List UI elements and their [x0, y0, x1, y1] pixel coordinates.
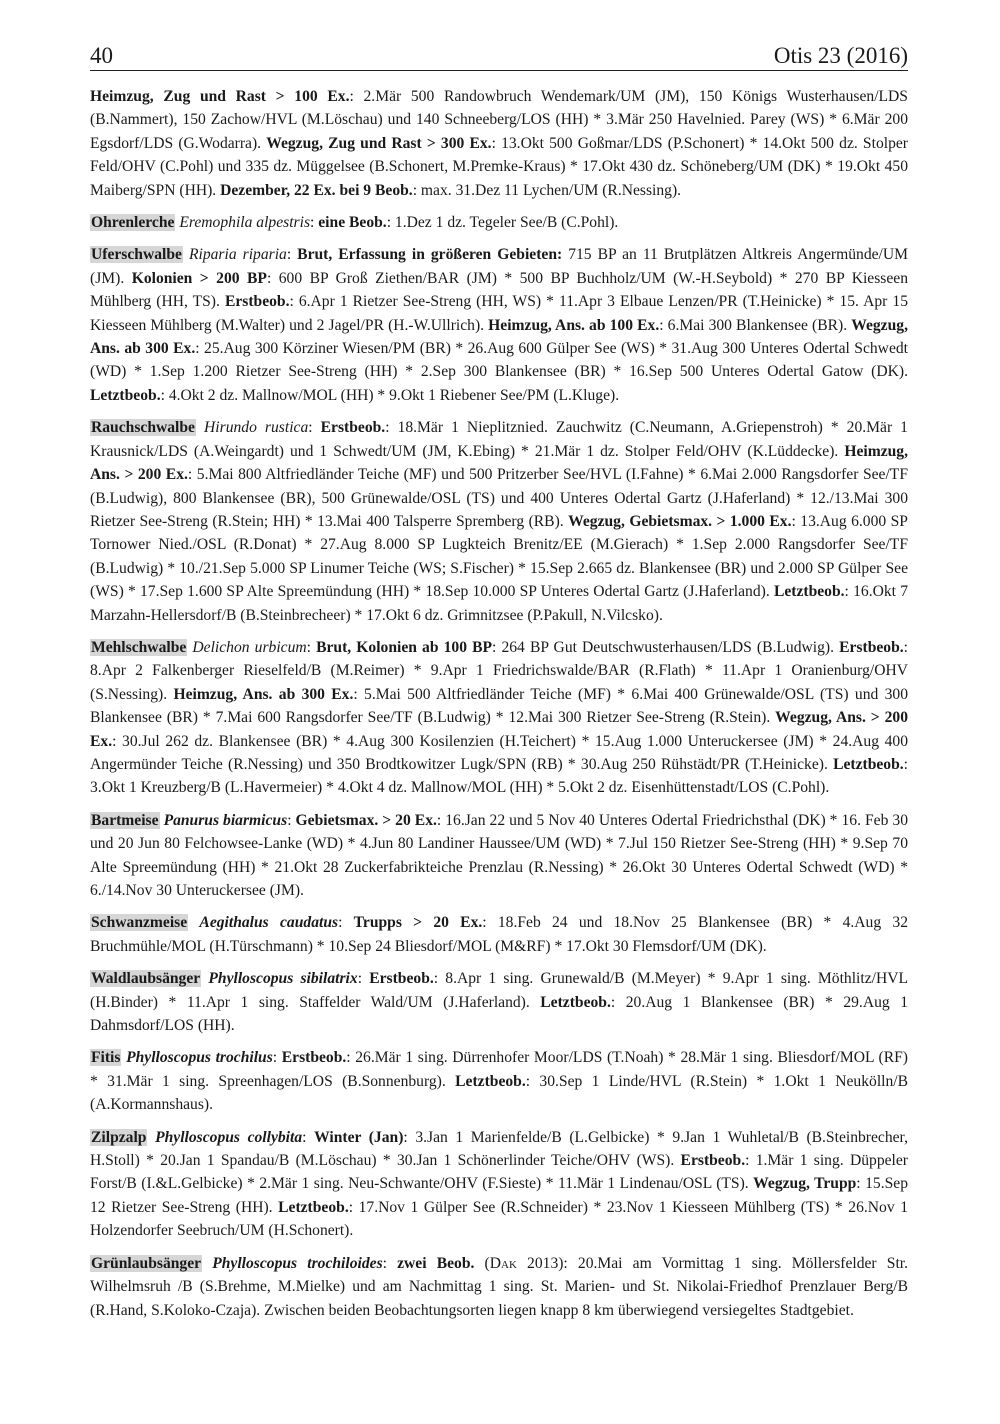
species-name: Ohrenlerche — [91, 214, 175, 232]
journal-title: Otis 23 (2016) — [773, 43, 908, 68]
observation-text: Dak — [489, 1254, 517, 1272]
observation-text: ( — [474, 1254, 490, 1272]
species-name: Bartmeise — [91, 811, 159, 829]
scientific-name: Hirundo rustica — [204, 419, 309, 437]
section-label: Letztbeob. — [833, 755, 904, 773]
section-label: Heimzug, Ans. > 200 Ex. — [90, 442, 908, 484]
observation-text: : — [287, 811, 296, 829]
scientific-name: Phylloscopus collybita — [155, 1128, 303, 1146]
page-header — [90, 38, 908, 71]
species-entry — [90, 243, 908, 407]
observation-text: : — [302, 1128, 315, 1146]
observation-text: : 264 BP Gut Deutschwusterhausen/LDS (B.Ludwig). — [492, 638, 840, 656]
scientific-name: Aegithalus caudatus — [199, 914, 339, 932]
observation-text: : 8.Apr 1 sing. Grunewald/B (M.Meyer) * 9.Apr 1 sing. Möthlitz/HVL (H.Binder) * 11.Apr 1 sing. Staffelder Wald/UM (J.Haferland). — [90, 970, 909, 1011]
species-entry — [90, 809, 908, 903]
section-label: Trupps > 20 Ex. — [353, 914, 483, 932]
observation-text: : 13.Aug 6.000 SP Tornower Nied./OSL (R.Donat) * 27.Aug 8.000 SP Lugkteich Brenitz/EE (M.Gierach) * 1.Sep 2.000 Rangsdorfer See/TF (B.Ludwig) * 10./21.Sep 5.000 SP Linumer Teiche (WS; S.Fischer) * 15.Sep 2.665 dz. Blankensee (BR) und 2.000 SP Gülper See (WS) * 17.Sep 1.600 SP Alte Spreemündung (HH) * 18.Sep 10.000 SP Unteres Odertal Gartz (J.Haferland). — [90, 512, 908, 601]
observation-text: : 15.Sep 12 Rietzer See-Streng (HH). — [90, 1175, 908, 1216]
species-entry — [90, 416, 908, 627]
observation-text: : 6.Mai 300 Blankensee (BR). — [659, 316, 852, 334]
section-label: Wegzug, Ans. > 200 Ex. — [90, 709, 908, 750]
section-label: Kolonien > 200 BP — [131, 269, 267, 287]
section-label: Erstbeob. — [224, 293, 290, 311]
species-entry — [90, 85, 908, 202]
section-label: Erstbeob. — [281, 1049, 347, 1067]
observation-text: : — [338, 914, 354, 932]
species-name: Fitis — [91, 1049, 121, 1067]
species-name: Schwanzmeise — [91, 914, 188, 932]
section-label: Wegzug, Gebietsmax. > 1.000 Ex. — [568, 512, 792, 530]
section-label: Brut, Kolonien ab 100 BP — [316, 638, 493, 656]
species-entries — [90, 85, 908, 1322]
section-label: Heimzug, Ans. ab 300 Ex. — [173, 685, 354, 703]
section-label: Letztbeob. — [773, 583, 845, 601]
section-label: Erstbeob. — [680, 1152, 746, 1170]
observation-text: : 30.Jul 262 dz. Blankensee (BR) * 4.Aug 300 Kosilenzien (H.Teichert) * 15.Aug 1.000 Unteruckersee (JM) * 24.Aug 400 Angermünder Teiche (R.Nessing) und 350 Brodtkowitzer Lugk/SPN (RB) * 30.Aug 250 Rühstädt/PR (T.Heinicke). — [90, 732, 908, 773]
observation-text: : — [357, 970, 370, 988]
observation-text: : — [382, 1254, 398, 1272]
section-label: Wegzug, Ans. ab 300 Ex. — [90, 316, 908, 358]
section-label: Heimzug, Ans. ab 100 Ex. — [488, 316, 660, 334]
observation-text: : 8.Apr 2 Falkenberger Rieselfeld/B (M.Reimer) * 9.Apr 1 Friedrichswalde/BAR (R.Flath) * 11.Apr 1 Oranienburg/OHV (S.Nessing). — [90, 638, 908, 703]
species-name: Zilpzalp — [91, 1128, 147, 1146]
observation-text: : 3.Okt 1 Kreuzberg/B (L.Havermeier) * 4.Okt 4 dz. Mallnow/MOL (HH) * 5.Okt 2 dz. Eisenhüttenstadt/LOS (C.Pohl). — [90, 755, 908, 797]
section-label: zwei Beob. — [397, 1254, 475, 1272]
species-entry — [90, 1046, 908, 1116]
species-entry — [90, 1252, 908, 1322]
section-label: eine Beob. — [318, 214, 387, 232]
section-label: Letztbeob. — [455, 1072, 526, 1090]
observation-text: : 30.Sep 1 Linde/HVL (R.Stein) * 1.Okt 1 Neukölln/B (A.Kormannshaus). — [90, 1072, 909, 1114]
section-label: Wegzug, Trupp — [753, 1175, 857, 1193]
observation-text: : 1.Dez 1 dz. Tegeler See/B (C.Pohl). — [386, 214, 619, 232]
observation-text: : 13.Okt 500 Goßmar/LDS (P.Schonert) * 14.Okt 500 dz. Stolper Feld/OHV (C.Pohl) und 335 dz. Müggelsee (B.Schonert, M.Premke-Kraus) * 17.Okt 430 dz. Schöneberg/UM (DK) * 19.Okt 450 Maiberg/SPN (HH). — [90, 134, 908, 199]
observation-text: : 2.Mär 500 Randowbruch Wendemark/UM (JM), 150 Königs Wusterhausen/LDS (B.Nammert), 150 Zachow/HVL (M.Löschau) und 140 Schneeberg/LOS (HH) * 3.Mär 250 Havelnied. Parey (WS) * 6.Mär 200 Egsdorf/LDS (G.Wodarra). — [90, 88, 908, 152]
observation-text: : 5.Mai 500 Altfriedländer Teiche (MF) * 6.Mai 400 Grünewalde/OSL (TS) und 300 Blankensee (BR) * 7.Mai 600 Rangsdorfer See/TF (B.Ludwig) * 12.Mai 300 Rietzer See-Streng (R.Stein). — [90, 685, 908, 727]
scientific-name: Phylloscopus trochilus — [126, 1049, 273, 1067]
observation-text: : — [272, 1049, 282, 1067]
observation-text: : — [310, 214, 319, 232]
observation-text: : 26.Mär 1 sing. Dürrenhofer Moor/LDS (T.Noah) * 28.Mär 1 sing. Bliesdorf/MOL (RF) * 31.Mär 1 sing. Spreenhagen/LOS (B.Sonnenburg). — [90, 1049, 908, 1090]
observation-text: : 18.Mär 1 Nieplitznied. Zauchwitz (C.Neumann, A.Griepenstroh) * 20.Mär 1 Krausnick/LDS (A.Weingardt) und 1 Schwedt/UM (JM, K.Ebing) * 21.Mär 1 dz. Stolper Feld/OHV (K.Lüddecke). — [90, 419, 908, 460]
observation-text: : 17.Nov 1 Gülper See (R.Schneider) * 23.Nov 1 Kiesseen Mühlberg (TS) * 26.Nov 1 Holzendorfer Seebruch/UM (H.Schonert). — [90, 1198, 908, 1240]
species-name: Grünlaubsänger — [91, 1254, 202, 1272]
species-name: Uferschwalbe — [91, 246, 182, 264]
page-number: 40 — [90, 43, 113, 68]
species-entry — [90, 636, 908, 800]
section-label: Brut, Erfassung in größeren Gebieten: — [297, 246, 563, 264]
species-entry — [90, 1126, 908, 1243]
scientific-name: Delichon urbicum — [192, 638, 307, 656]
observation-text: : 6.Apr 1 Rietzer See-Streng (HH, WS) * 11.Apr 3 Elbaue Lenzen/PR (T.Heinicke) * 15. Apr 15 Kiesseen Mühlberg (M.Walter) und 2 Jagel/PR (H.-W.Ullrich). — [90, 293, 908, 334]
section-label: Erstbeob. — [369, 970, 434, 988]
section-label: Wegzug, Zug und Rast > 300 Ex. — [266, 134, 492, 152]
scientific-name: Panurus biarmicus — [163, 811, 288, 829]
document-page — [90, 38, 908, 1331]
section-label: Heimzug, Zug und Rast > 100 Ex. — [90, 88, 350, 105]
observation-text: : max. 31.Dez 11 Lychen/UM (R.Nessing). — [412, 181, 682, 199]
scientific-name: Eremophila alpestris — [179, 214, 311, 232]
observation-text: : 3.Jan 1 Marienfelde/B (L.Gelbicke) * 9.Jan 1 Wuhletal/B (B.Steinbrecher, H.Stoll) * 20.Jan 1 Spandau/B (M.Löschau) * 30.Jan 1 Schönerlinder Teiche/OHV (WS). — [90, 1128, 909, 1170]
species-name: Rauchschwalbe — [91, 419, 195, 437]
observation-text: 715 BP an 11 Brutplätzen Altkreis Angermünde/UM (JM). — [90, 246, 908, 287]
species-entry — [90, 911, 908, 958]
observation-text: : 5.Mai 800 Altfriedländer Teiche (MF) und 500 Pritzerber See/HVL (I.Fahne) * 6.Mai 2.000 Rangsdorfer See/TF (B.Ludwig), 800 Blankensee (BR), 500 Grünewalde/OSL (TS) und 400 Unteres Odertal Gartz (J.Haferland) * 12./13.Mai 300 Rietzer See-Streng (R.Stein; HH) * 13.Mai 400 Talsperre Spremberg (RB). — [90, 466, 908, 530]
observation-text: : 600 BP Groß Ziethen/BAR (JM) * 500 BP Buchholz/UM (W.-H.Seybold) * 270 BP Kiesseen Mühlberg (HH, TS). — [90, 269, 908, 311]
species-entry — [90, 211, 908, 234]
section-label: Letztbeob. — [278, 1198, 349, 1216]
observation-text: 2013): 20.Mai am Vormittag 1 sing. Möllersfelder Str. Wilhelmsruh /B (S.Brehme, M.Mielke) und am Nachmittag 1 sing. St. Marien- und St. Nikolai-Friedhof Prenzlauer Berg/B (R.Hand, S.Koloko-Czaja). Zwischen beiden Beobachtungsorten liegen knapp 8 km überwiegend versiegeltes Stadtgebiet. — [90, 1254, 909, 1319]
section-label: Letztbeob. — [90, 386, 161, 404]
section-label: Letztbeob. — [540, 993, 611, 1011]
section-label: Erstbeob. — [320, 419, 386, 437]
observation-text: : — [306, 638, 317, 656]
scientific-name: Phylloscopus trochiloides — [212, 1254, 383, 1272]
scientific-name: Phylloscopus sibilatrix — [208, 970, 358, 988]
section-label: Gebietsmax. > 20 Ex. — [295, 811, 437, 829]
observation-text: : 16.Jan 22 und 5 Nov 40 Unteres Odertal Friedrichsthal (DK) * 16. Feb 30 und 20 Jun 80 Felchowsee-Lanke (WD) * 4.Jun 80 Landiner Haussee/UM (WD) * 7.Jul 150 Rietzer See-Streng (HH) * 9.Sep 70 Alte Spreemündung (HH) * 21.Okt 28 Zuckerfabrikteiche Prenzlau (R.Nessing) * 26.Okt 30 Unteres Odertal Schwedt (WD) * 6./14.Nov 30 Unteruckersee (JM). — [90, 811, 908, 899]
observation-text: : 4.Okt 2 dz. Mallnow/MOL (HH) * 9.Okt 1 Riebener See/PM (L.Kluge). — [160, 386, 620, 404]
section-label: Winter (Jan) — [314, 1128, 404, 1146]
species-entry — [90, 967, 908, 1037]
observation-text: : 16.Okt 7 Marzahn-Hellersdorf/B (B.Steinbrecheer) * 17.Okt 6 dz. Grimnitzsee (P.Pakull, N.Vilcsko). — [90, 583, 909, 624]
species-name: Mehlschwalbe — [91, 638, 187, 656]
observation-text: : — [308, 419, 321, 437]
section-label: Erstbeob. — [839, 638, 904, 656]
species-name: Waldlaubsänger — [91, 970, 201, 988]
observation-text: : 18.Feb 24 und 18.Nov 25 Blankensee (BR) * 4.Aug 32 Bruchmühle/MOL (H.Türschmann) * 10.Sep 24 Bliesdorf/MOL (M&RF) * 17.Okt 30 Flemsdorf/UM (DK). — [90, 914, 908, 955]
observation-text: : — [286, 246, 298, 264]
observation-text: : 1.Mär 1 sing. Düppeler Forst/B (I.&L.Gelbicke) * 2.Mär 1 sing. Neu-Schwante/OHV (F.Sieste) * 11.Mär 1 Lindenau/OSL (TS). — [90, 1152, 908, 1193]
section-label: Dezember, 22 Ex. bei 9 Beob. — [220, 181, 413, 199]
scientific-name: Riparia riparia — [188, 246, 287, 264]
observation-text: : 25.Aug 300 Körziner Wiesen/PM (BR) * 26.Aug 600 Gülper See (WS) * 31.Aug 300 Unteres Odertal Schwedt (WD) * 1.Sep 1.200 Rietzer See-Streng (HH) * 2.Sep 300 Blankensee (BR) * 16.Sep 500 Unteres Odertal Gatow (DK). — [90, 340, 908, 381]
observation-text: : 20.Aug 1 Blankensee (BR) * 29.Aug 1 Dahmsdorf/LOS (HH). — [90, 993, 908, 1035]
